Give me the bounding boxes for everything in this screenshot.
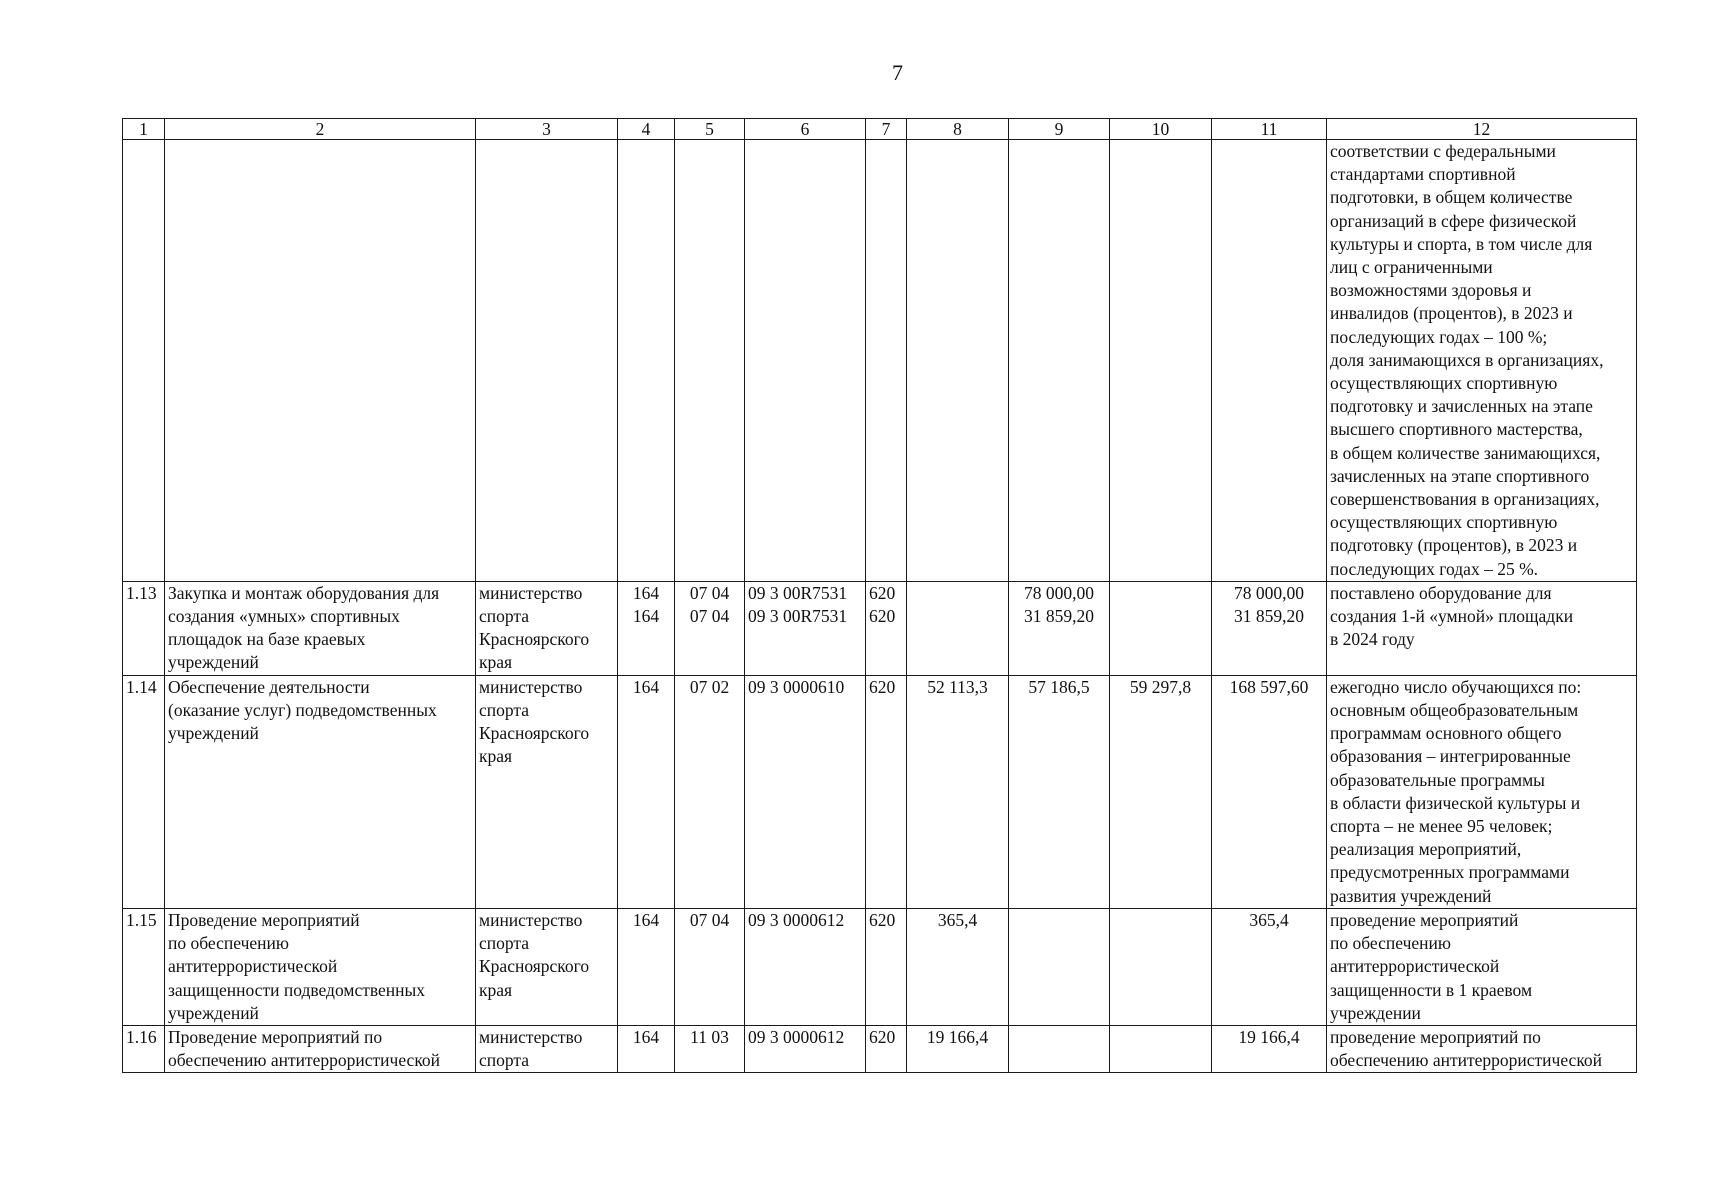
amount-2024: 57 186,5 bbox=[1009, 675, 1110, 908]
amount-2024: 78 000,00 31 859,20 bbox=[1009, 581, 1110, 675]
amount-2023 bbox=[907, 581, 1009, 675]
column-number-row bbox=[123, 119, 1637, 140]
table-row-1-14 bbox=[123, 675, 1637, 908]
target-article-code: 09 3 0000612 bbox=[745, 1025, 866, 1072]
agency: министерство спорта bbox=[476, 1025, 618, 1072]
grbs-code: 164 bbox=[618, 675, 675, 908]
section-code: 07 02 bbox=[675, 675, 745, 908]
result-cell: проведение мероприятий по обеспечению антитеррористической bbox=[1327, 1025, 1637, 1072]
column-number-cell: 12 bbox=[1327, 119, 1637, 140]
amount-2025 bbox=[1110, 1025, 1212, 1072]
expense-type-code: 620 bbox=[866, 675, 907, 908]
column-number-cell: 7 bbox=[866, 119, 907, 140]
amount-total: 365,4 bbox=[1212, 908, 1327, 1025]
measure-name: Проведение мероприятий по обеспечению антитеррористической защищенности подведомственных учреждений bbox=[165, 908, 476, 1025]
amount-2023: 52 113,3 bbox=[907, 675, 1009, 908]
agency: министерство спорта Красноярского края bbox=[476, 675, 618, 908]
empty-cell bbox=[618, 140, 675, 582]
table-row-1-15 bbox=[123, 908, 1637, 1025]
agency: министерство спорта Красноярского края bbox=[476, 908, 618, 1025]
section-code: 07 04 bbox=[675, 908, 745, 1025]
table-row-1-13 bbox=[123, 581, 1637, 675]
measure-name: Закупка и монтаж оборудования для создания «умных» спортивных площадок на базе краевых учреждений bbox=[165, 581, 476, 675]
amount-total: 19 166,4 bbox=[1212, 1025, 1327, 1072]
target-article-code: 09 3 0000612 bbox=[745, 908, 866, 1025]
expense-type-code: 620 620 bbox=[866, 581, 907, 675]
empty-cell bbox=[1212, 140, 1327, 582]
measure-name: Проведение мероприятий по обеспечению антитеррористической bbox=[165, 1025, 476, 1072]
column-number-cell: 1 bbox=[123, 119, 165, 140]
grbs-code: 164 bbox=[618, 908, 675, 1025]
column-number-cell: 8 bbox=[907, 119, 1009, 140]
result-cell: соответствии с федеральными стандартами спортивной подготовки, в общем количестве организаций в сфере физической культуры и спорта, в том числе для лиц с ограниченными возможностями здоровья и инвалидов (процентов), в 2023 и последующих годах – 100 %; доля занимающихся в организациях, осуществляющих спортивную подготовку и зачисленных на этапе высшего спортивного мастерства, в общем количестве занимающихся, зачисленных на этапе спортивного совершенствования в организациях, осуществляющих спортивную подготовку (процентов), в 2023 и последующих годах – 25 %. bbox=[1327, 140, 1637, 582]
column-number-cell: 4 bbox=[618, 119, 675, 140]
empty-cell bbox=[675, 140, 745, 582]
table-row-continuation bbox=[123, 140, 1637, 582]
column-number-cell: 6 bbox=[745, 119, 866, 140]
result-cell: проведение мероприятий по обеспечению антитеррористической защищенности в 1 краевом учреждении bbox=[1327, 908, 1637, 1025]
measure-name: Обеспечение деятельности (оказание услуг) подведомственных учреждений bbox=[165, 675, 476, 908]
empty-cell bbox=[1110, 140, 1212, 582]
page-number: 7 bbox=[892, 60, 903, 85]
amount-2024 bbox=[1009, 908, 1110, 1025]
row-number: 1.16 bbox=[123, 1025, 165, 1072]
row-number: 1.15 bbox=[123, 908, 165, 1025]
column-number-cell: 11 bbox=[1212, 119, 1327, 140]
target-article-code: 09 3 0000610 bbox=[745, 675, 866, 908]
grbs-code: 164 bbox=[618, 1025, 675, 1072]
empty-cell bbox=[165, 140, 476, 582]
empty-cell bbox=[745, 140, 866, 582]
amount-2024 bbox=[1009, 1025, 1110, 1072]
row-number: 1.14 bbox=[123, 675, 165, 908]
result-cell: поставлено оборудование для создания 1-й «умной» площадки в 2024 году bbox=[1327, 581, 1637, 675]
amount-total: 168 597,60 bbox=[1212, 675, 1327, 908]
result-cell: ежегодно число обучающихся по: основным общеобразовательным программам основного общего образования – интегрированные образовательные программы в области физической культуры и спорта – не менее 95 человек; реализация мероприятий, предусмотренных программами развития учреждений bbox=[1327, 675, 1637, 908]
column-number-cell: 5 bbox=[675, 119, 745, 140]
empty-cell bbox=[123, 140, 165, 582]
section-code: 11 03 bbox=[675, 1025, 745, 1072]
empty-cell bbox=[907, 140, 1009, 582]
amount-total: 78 000,00 31 859,20 bbox=[1212, 581, 1327, 675]
amount-2025: 59 297,8 bbox=[1110, 675, 1212, 908]
column-number-cell: 2 bbox=[165, 119, 476, 140]
expense-type-code: 620 bbox=[866, 908, 907, 1025]
amount-2025 bbox=[1110, 581, 1212, 675]
section-code: 07 04 07 04 bbox=[675, 581, 745, 675]
budget-table bbox=[122, 118, 1637, 1073]
empty-cell bbox=[1009, 140, 1110, 582]
target-article-code: 09 3 00R7531 09 3 00R7531 bbox=[745, 581, 866, 675]
empty-cell bbox=[866, 140, 907, 582]
column-number-cell: 3 bbox=[476, 119, 618, 140]
amount-2025 bbox=[1110, 908, 1212, 1025]
table-row-1-16 bbox=[123, 1025, 1637, 1072]
grbs-code: 164 164 bbox=[618, 581, 675, 675]
amount-2023: 19 166,4 bbox=[907, 1025, 1009, 1072]
column-number-cell: 10 bbox=[1110, 119, 1212, 140]
column-number-cell: 9 bbox=[1009, 119, 1110, 140]
expense-type-code: 620 bbox=[866, 1025, 907, 1072]
amount-2023: 365,4 bbox=[907, 908, 1009, 1025]
empty-cell bbox=[476, 140, 618, 582]
row-number: 1.13 bbox=[123, 581, 165, 675]
agency: министерство спорта Красноярского края bbox=[476, 581, 618, 675]
